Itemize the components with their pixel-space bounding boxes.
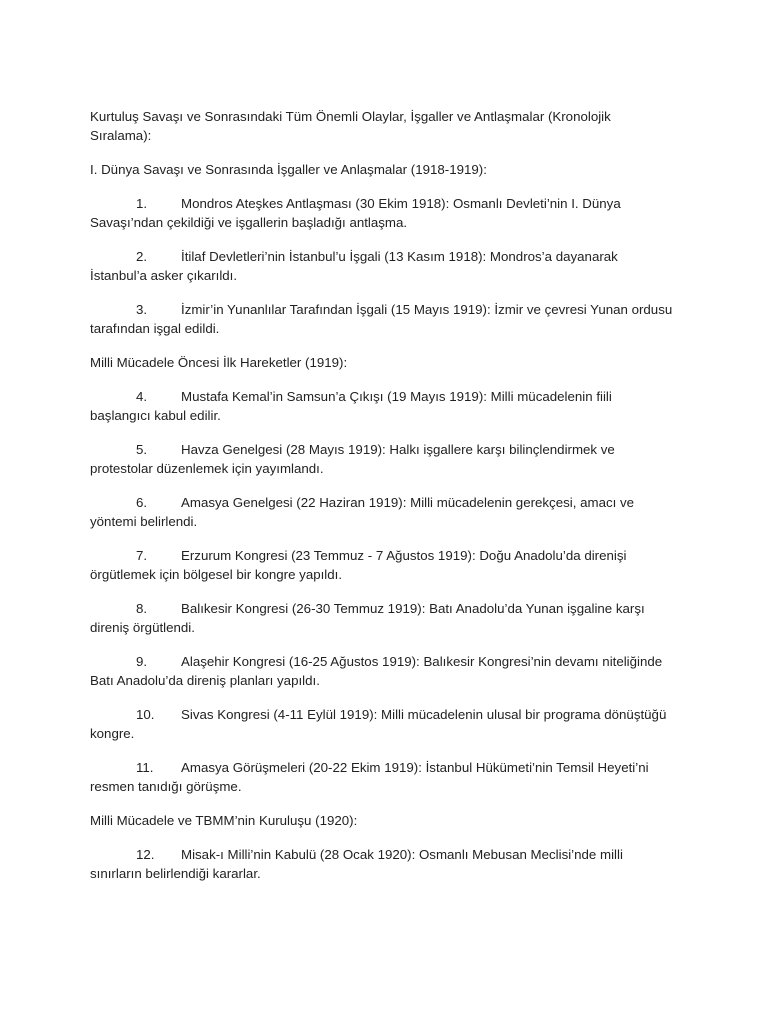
item-text: Erzurum Kongresi (23 Temmuz - 7 Ağustos 1919): Doğu Anadolu’da direnişi örgütlemek için bölgesel bir kongre yapıldı. (90, 548, 627, 582)
list-item (90, 247, 675, 285)
list-item (90, 705, 675, 743)
item-text: Havza Genelgesi (28 Mayıs 1919): Halkı işgallere karşı bilinçlendirmek ve protestolar düzenlemek için yayımlandı. (90, 442, 615, 476)
list-item (90, 845, 675, 883)
section-heading: Milli Mücadele ve TBMM’nin Kuruluşu (1920): (90, 813, 358, 828)
item-number: 9. (136, 654, 148, 669)
item-number: 7. (136, 548, 148, 563)
item-text: Misak-ı Milli’nin Kabulü (28 Ocak 1920): Osmanlı Mebusan Meclisi’nde milli sınırların belirlendiği kararlar. (90, 847, 623, 881)
item-number: 12. (136, 847, 155, 862)
item-number: 11. (136, 760, 154, 775)
list-item (90, 194, 675, 232)
list-item (90, 546, 675, 584)
item-text: Balıkesir Kongresi (26-30 Temmuz 1919): Batı Anadolu’da Yunan işgaline karşı direniş örgütlendi. (90, 601, 645, 635)
list-item (90, 440, 675, 478)
list-item (90, 758, 675, 796)
item-text: İtilaf Devletleri’nin İstanbul’u İşgali (13 Kasım 1918): Mondros’a dayanarak İstanbul’a asker çıkarıldı. (90, 249, 618, 283)
document-page (90, 107, 675, 898)
section-heading: Milli Mücadele Öncesi İlk Hareketler (1919): (90, 355, 348, 370)
item-number: 1. (136, 196, 148, 211)
item-number: 2. (136, 249, 148, 264)
item-number: 10. (136, 707, 155, 722)
item-number: 8. (136, 601, 148, 616)
item-text: Mustafa Kemal’in Samsun’a Çıkışı (19 Mayıs 1919): Milli mücadelenin fiili başlangıcı kabul edilir. (90, 389, 612, 423)
item-number: 5. (136, 442, 148, 457)
item-number: 3. (136, 302, 148, 317)
list-item (90, 387, 675, 425)
list-item (90, 599, 675, 637)
list-item (90, 493, 675, 531)
item-text: Alaşehir Kongresi (16-25 Ağustos 1919): Balıkesir Kongresi’nin devamı niteliğinde Batı Anadolu’da direniş planları yapıldı. (90, 654, 663, 688)
list-item (90, 652, 675, 690)
item-number: 4. (136, 389, 148, 404)
item-text: Sivas Kongresi (4-11 Eylül 1919): Milli mücadelenin ulusal bir programa dönüştüğü kongre. (90, 707, 667, 741)
section-heading: I. Dünya Savaşı ve Sonrasında İşgaller ve Anlaşmalar (1918-1919): (90, 162, 487, 177)
item-text: Mondros Ateşkes Antlaşması (30 Ekim 1918): Osmanlı Devleti’nin I. Dünya Savaşı’ndan çekildiği ve işgallerin başladığı antlaşma. (90, 196, 621, 230)
list-item (90, 300, 675, 338)
item-text: Amasya Görüşmeleri (20-22 Ekim 1919): İstanbul Hükümeti’nin Temsil Heyeti’ni resmen tanıdığı görüşme. (90, 760, 649, 794)
item-number: 6. (136, 495, 148, 510)
item-text: Amasya Genelgesi (22 Haziran 1919): Milli mücadelenin gerekçesi, amacı ve yöntemi belirlendi. (90, 495, 635, 529)
item-text: İzmir’in Yunanlılar Tarafından İşgali (15 Mayıs 1919): İzmir ve çevresi Yunan ordusu tarafından işgal edildi. (90, 302, 673, 336)
document-title: Kurtuluş Savaşı ve Sonrasındaki Tüm Önemli Olaylar, İşgaller ve Antlaşmalar (Kronolojik Sıralama): (90, 109, 611, 143)
